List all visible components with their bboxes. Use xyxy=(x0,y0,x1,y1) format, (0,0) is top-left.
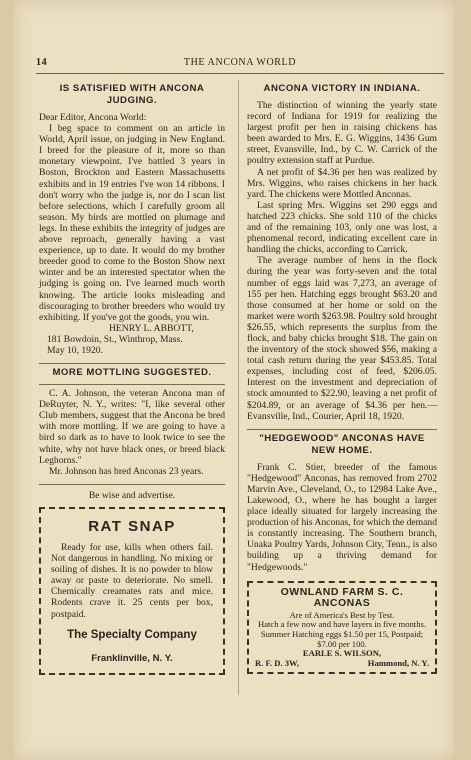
ad-town: Hammond, N. Y. xyxy=(367,657,429,668)
ad-title: RAT SNAP xyxy=(88,517,176,535)
ad-company: The Specialty Company xyxy=(67,628,197,641)
article-satisfied-judging xyxy=(39,83,225,356)
article-paragraph: A net profit of $4.36 per hen was realized by Mrs. Wiggins, who raises chickens in her back yard. The chickens were Mottled Anconas. xyxy=(247,166,437,200)
ad-body: Ready for use, kills when others fail. Not dangerous in handling. No mixing or soiling of dishes. It is no powder to blow away or paste to deteriorate. No smell. Chemically creamates rats and mice. Rodents crave it. 25 cents per box, postpaid. xyxy=(51,542,213,620)
column-divider xyxy=(238,80,239,695)
ad-location: Franklinville, N. Y. xyxy=(91,652,173,664)
article-body: C. A. Johnson, the veteran Ancona man of DeRuyter, N. Y., writes: "I, like several other Club members, suggest that the Ancona be bred with more mottling. If we are going to have a bird so dark as to have to look twice to see the white, why not have black ones, or breed black Leghorns." xyxy=(39,388,225,466)
ad-line: Are of America's Best by Test. xyxy=(289,609,395,620)
signature-name: HENRY L. ABBOTT, xyxy=(109,322,194,334)
article-heading: ANCONA VICTORY IN INDIANA. xyxy=(263,83,421,94)
signature-address: 181 Bowdoin, St., Winthrop, Mass. xyxy=(47,333,183,345)
tagline: Be wise and advertise. xyxy=(88,489,176,501)
left-column xyxy=(39,80,225,675)
section-rule xyxy=(39,363,225,364)
article-heading: "HEDGEWOOD" ANCONAS HAVE NEW HOME. xyxy=(259,432,425,456)
ownland-farm-ad xyxy=(247,581,437,675)
article-body: I beg space to comment on an article in World, April issue, on judging in New England. I breed for the pleasure of it, more so than monetary viewpoint. I've battled 3 years in Boston, Brockton and Eastern Massachusetts exhibits and in 19 entries I've won 14 ribbons. I don't worry who the judge is, nor do I scan list before selections, which I carefully groom all season. My birds are mottled on plumage and legs. In these exhibits the integrity of judges are above reproach, generally having a vast experience, up to date. It would do my brother breeder good to come to the Boston Show next winter and be an interested spectator when the judging is going on. I've learned much worth knowing. The article looks misleading and discouraging to brother breeders who would try exhibiting. If you've got the goods, you win. xyxy=(39,123,225,323)
page-number: 14 xyxy=(36,57,48,68)
section-rule xyxy=(247,429,437,430)
article-body: Frank C. Stier, breeder of the famous "Hedgewood" Anconas, has removed from 2702 Marvin Ave., Cleveland, O., to 12984 Lake Ave., Lakewood, O., where he has bought a larger place ideally situated for largely increasing the production of his Anconas, for which the demand is constantly increasing. The Southern branch, Unaka Poultry Yards, Johnson City, Tenn., is also building up a thriving demand for "Hedgewoods." xyxy=(247,461,437,573)
section-rule xyxy=(39,484,225,485)
ad-line: Summer Hatching eggs $1.50 per 15, Postpaid; $7.00 per 100. xyxy=(260,629,424,649)
article-heading: MORE MOTTLING SUGGESTED. xyxy=(52,367,212,379)
article-paragraph: The distinction of winning the yearly state record of Indiana for 1919 for realizing the largest profit per hen in raising chickens has been awarded to Mrs. E. G. Wiggins, 1436 Gum street, Evansville, Ind., by C. W. Carrick of the poultry extension staff at Purdue. xyxy=(247,100,437,167)
section-rule xyxy=(39,384,225,385)
ad-rfd: R. F. D. 3W, xyxy=(255,657,300,668)
ad-title: OWNLAND FARM S. C. ANCONAS xyxy=(280,585,404,609)
article-body: Mr. Johnson has bred Anconas 23 years. xyxy=(49,465,204,477)
salutation: Dear Editor, Ancona World: xyxy=(39,112,147,123)
magazine-page xyxy=(14,0,454,760)
article-paragraph: Last spring Mrs. Wiggins set 290 eggs and hatched 223 chicks. She sold 110 of the chicks and of the remaining 103, only one was lost, a phenomenal record, indicating excellent care in handling the chicks, according to Carrick. xyxy=(247,199,437,256)
ad-line: Hatch a few now and have layers in five months. xyxy=(257,619,426,630)
rat-snap-ad xyxy=(39,507,225,675)
signature-date: May 10, 1920. xyxy=(47,344,103,356)
right-column xyxy=(247,80,437,674)
running-title: THE ANCONA WORLD xyxy=(183,57,297,68)
article-hedgewood xyxy=(247,433,437,573)
article-ancona-victory xyxy=(247,83,437,422)
article-more-mottling xyxy=(39,367,225,477)
article-paragraph: The average number of hens in the flock during the year was forty-seven and the total number of eggs laid was 7,273, an average of 155 per hen. Hatching eggs brought $63.20 and those consumed at her home or sold on the market were worth $263.98. Poultry sold brought $26.55, which represents the surplus from the flock, and baby chicks brought $18. The gain on the inventory of the stock showed $56, making a total cash return during the year $453.85. Total expenses, including cost of feed, $206.05. Interest on the investment and depreciation of stock amounted to $22.90, leaving a net profit of $204.89, or an average of $4.36 per hen.—Evansville, Ind., Courier, April 18, 1920. xyxy=(247,255,437,422)
ad-address-row xyxy=(255,659,429,669)
ad-owner: EARLE S. WILSON, xyxy=(302,648,382,659)
page-header xyxy=(36,57,444,74)
article-heading: IS SATISFIED WITH ANCONA JUDGING. xyxy=(59,83,205,106)
